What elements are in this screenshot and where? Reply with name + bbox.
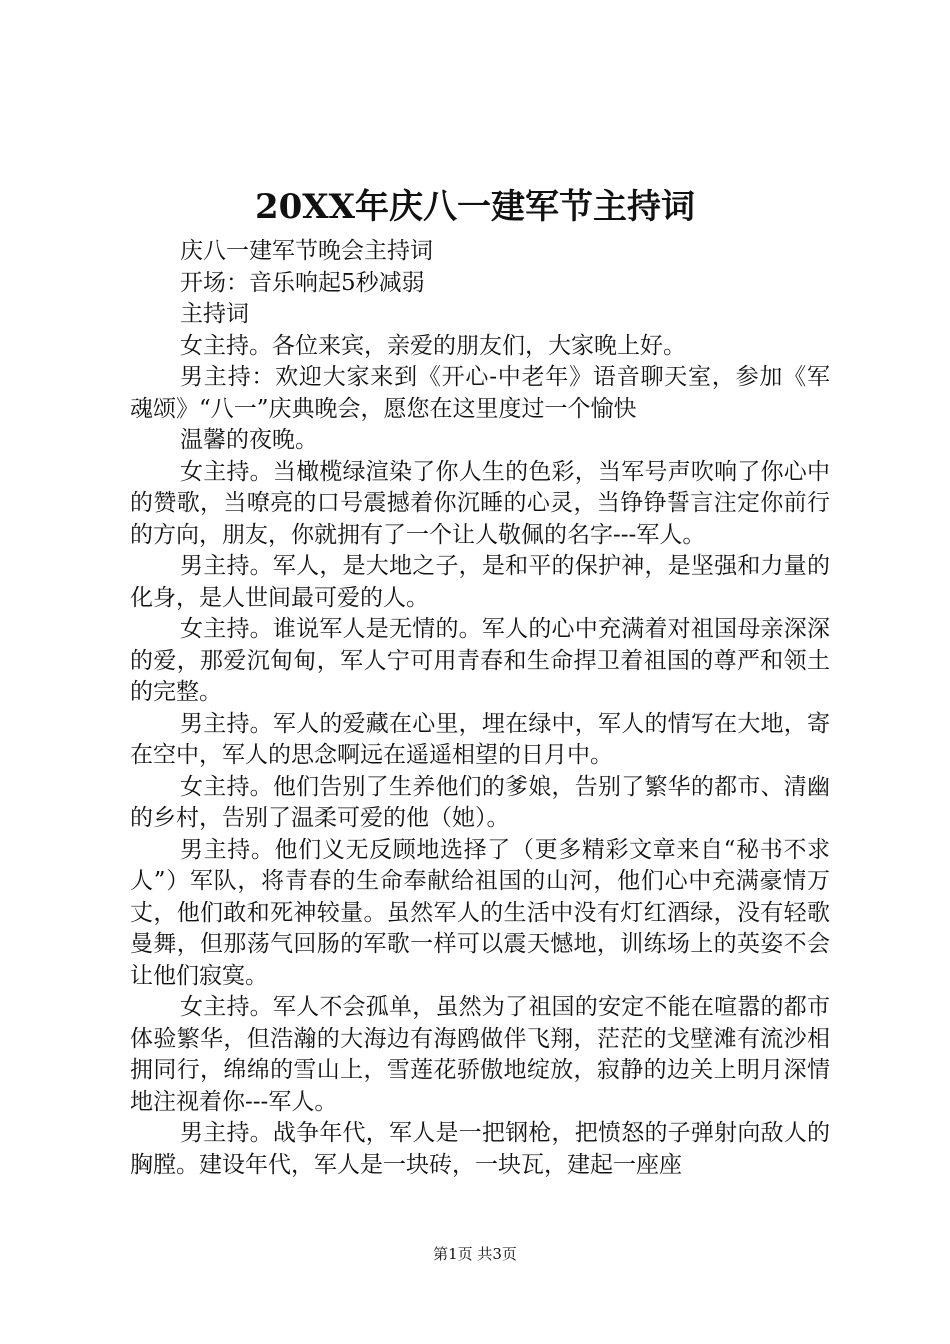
paragraph: 女主持。军人不会孤单，虽然为了祖国的安定不能在喧嚣的都市体验繁华，但浩瀚的大海边有海鸥做伴飞翔，茫茫的戈壁滩有流沙相拥同行，绵绵的雪山上，雪莲花骄傲地绽放，寂静的边关上明月深情地注视着你---军人。 (130, 994, 830, 1115)
paragraph: 男主持。军人，是大地之子，是和平的保护神，是坚强和力量的化身，是人世间最可爱的人。 (130, 553, 830, 611)
paragraph: 女主持。各位来宾，亲爱的朋友们，大家晚上好。 (180, 332, 686, 359)
paragraph: 男主持。他们义无反顾地选择了（更多精彩文章来自“秘书不求人”）军队，将青春的生命奉献给祖国的山河，他们心中充满豪情万丈，他们敢和死神较量。虽然军人的生活中没有灯红酒绿，没有轻歌曼舞，但那荡气回肠的军歌一样可以震天憾地，训练场上的英姿不会让他们寂寞。 (130, 836, 830, 989)
paragraph-section-heading: 主持词 (180, 301, 249, 327)
paragraph: 女主持。他们告别了生养他们的爹娘，告别了繁华的都市、清幽的乡村，告别了温柔可爱的他（她）。 (130, 773, 830, 831)
paragraph: 女主持。当橄榄绿渲染了你人生的色彩，当军号声吹响了你心中的赞歌，当嘹亮的口号震撼着你沉睡的心灵，当铮铮誓言注定你前行的方向，朋友，你就拥有了一个让人敬佩的名字---军人。 (130, 458, 830, 548)
paragraph-event-name: 庆八一建军节晚会主持词 (180, 238, 433, 264)
document-body (130, 236, 830, 1181)
paragraph: 女主持。谁说军人是无情的。军人的心中充满着对祖国母亲深深的爱，那爱沉甸甸，军人宁可用青春和生命捍卫着祖国的尊严和领土的完整。 (130, 616, 830, 705)
paragraph: 男主持：欢迎大家来到《开心-中老年》语音聊天室，参加《军魂颂》“八一”庆典晚会，愿您在这里度过一个愉快 (130, 364, 830, 422)
paragraph: 男主持。军人的爱藏在心里，埋在绿中，军人的情写在大地，寄在空中，军人的思念啊远在遥遥相望的日月中。 (130, 710, 830, 768)
paragraph: 男主持。战争年代，军人是一把钢枪，把愤怒的子弹射向敌人的胸膛。建设年代，军人是一块砖，一块瓦，建起一座座 (130, 1120, 830, 1178)
page-number-footer: 第1页 共3页 (433, 1245, 517, 1263)
page-title: 20XX年庆八一建军节主持词 (254, 187, 696, 227)
paragraph: 温馨的夜晚。 (180, 427, 318, 453)
paragraph-opening: 开场：音乐响起5秒减弱 (180, 269, 425, 296)
